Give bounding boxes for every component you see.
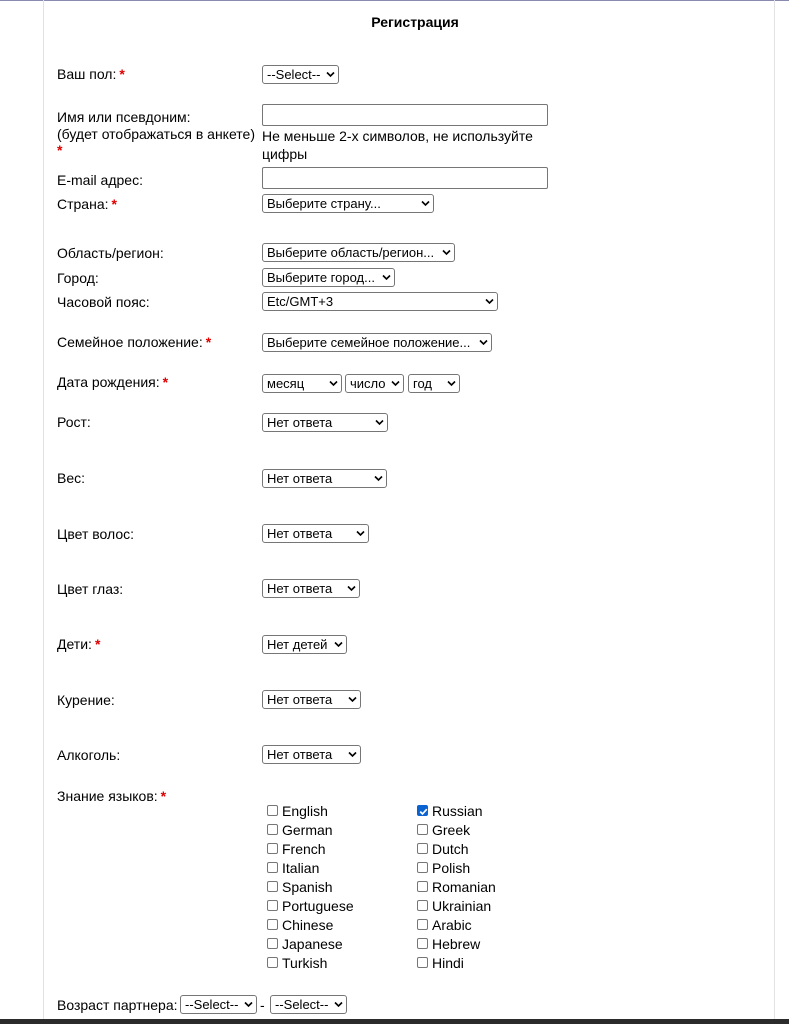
language-label: Chinese [282,917,334,933]
children-select[interactable]: Нет детей [262,635,347,654]
language-checkbox-arabic[interactable] [417,919,428,930]
language-label: Russian [432,803,483,819]
email-label: E-mail адрес: [57,172,143,188]
city-label: Город: [57,270,99,286]
language-checkbox-russian[interactable] [417,805,428,816]
required-mark: * [57,142,63,158]
region-select[interactable]: Выберите область/регион... [262,243,455,262]
alcohol-label: Алкоголь: [57,747,121,763]
chevron-down-icon [329,380,338,387]
partner-age-from-select[interactable]: --Select-- [180,995,257,1014]
chevron-down-icon [356,530,365,537]
partner-age-separator: - [260,997,265,1013]
partner-age-to-select[interactable]: --Select-- [270,995,347,1014]
required-mark: * [94,636,101,652]
chevron-down-icon [391,380,400,387]
language-checkbox-dutch[interactable] [417,843,428,854]
language-checkbox-hindi[interactable] [417,957,428,968]
city-select[interactable]: Выберите город... [262,268,395,287]
top-border [0,0,789,1]
language-label: Ukrainian [432,898,492,914]
language-label: Portuguese [282,898,354,914]
languages-label: Знание языков: * [57,788,167,804]
chevron-down-icon [326,71,335,78]
language-label: Greek [432,822,471,838]
language-checkbox-french[interactable] [267,843,278,854]
nickname-label-line1: Имя или псевдоним: [57,109,191,125]
language-label: Turkish [282,955,328,971]
chevron-down-icon [374,475,383,482]
language-label: Arabic [432,917,472,933]
eyes-label: Цвет глаз: [57,581,124,597]
nickname-hint-line1: Не меньше 2-х символов, не используйте [262,128,533,144]
language-label: Italian [282,860,320,876]
chevron-down-icon [244,1001,253,1008]
hair-label: Цвет волос: [57,526,135,542]
weight-label: Вес: [57,470,86,486]
required-mark: * [162,374,169,390]
chevron-down-icon [485,298,494,305]
chevron-down-icon [348,696,357,703]
chevron-down-icon [442,249,451,256]
chevron-down-icon [479,339,488,346]
chevron-down-icon [334,641,343,648]
language-label: French [282,841,326,857]
chevron-down-icon [347,585,356,592]
language-checkbox-hebrew[interactable] [417,938,428,949]
nickname-label-line2: (будет отображаться в анкете) [57,126,255,142]
birthdate-label: Дата рождения: * [57,374,169,390]
language-label: English [282,803,328,819]
birth-year-select[interactable]: год [408,374,460,393]
smoking-select[interactable]: Нет ответа [262,690,361,709]
height-select[interactable]: Нет ответа [262,413,388,432]
required-mark: * [119,66,125,82]
language-checkbox-spanish[interactable] [267,881,278,892]
nickname-input[interactable] [262,104,548,126]
language-checkbox-turkish[interactable] [267,957,278,968]
language-checkbox-italian[interactable] [267,862,278,873]
birth-month-select[interactable]: месяц [262,374,342,393]
language-checkbox-german[interactable] [267,824,278,835]
language-checkbox-portuguese[interactable] [267,900,278,911]
chevron-down-icon [447,380,456,387]
language-checkbox-english[interactable] [267,805,278,816]
language-label: Hebrew [432,936,481,952]
language-checkbox-japanese[interactable] [267,938,278,949]
timezone-select[interactable]: Etc/GMT+3 [262,292,498,311]
language-checkbox-greek[interactable] [417,824,428,835]
region-label: Область/регион: [57,245,164,261]
language-label: Romanian [432,879,496,895]
partner-age-label: Возраст партнера: [57,997,178,1013]
required-mark: * [111,196,117,212]
alcohol-select[interactable]: Нет ответа [262,745,361,764]
language-checkbox-polish[interactable] [417,862,428,873]
gender-select[interactable]: --Select-- [262,65,339,84]
language-label: Polish [432,860,471,876]
country-select[interactable]: Выберите страну... [262,194,434,213]
language-checkbox-chinese[interactable] [267,919,278,930]
required-mark: * [160,788,167,804]
language-checkbox-romanian[interactable] [417,881,428,892]
marital-label: Семейное положение: * [57,334,212,350]
eyes-select[interactable]: Нет ответа [262,579,360,598]
language-label: Spanish [282,879,333,895]
children-label: Дети: * [57,636,101,652]
language-label: Hindi [432,955,464,971]
right-divider [774,0,775,1020]
country-label: Страна: * [57,196,117,212]
bottom-bar [0,1019,789,1024]
marital-select[interactable]: Выберите семейное положение... [262,333,492,352]
chevron-down-icon [375,419,384,426]
smoking-label: Курение: [57,692,115,708]
hair-select[interactable]: Нет ответа [262,524,369,543]
gender-label: Ваш пол: * [57,66,125,82]
chevron-down-icon [421,200,430,207]
height-label: Рост: [57,414,91,430]
language-checkbox-ukrainian[interactable] [417,900,428,911]
nickname-hint-line2: цифры [262,146,308,162]
chevron-down-icon [382,274,391,281]
weight-select[interactable]: Нет ответа [262,469,387,488]
birth-day-select[interactable]: число [345,374,404,393]
page-title: Регистрация [371,14,459,30]
left-divider [43,0,44,1020]
language-label: Dutch [432,841,469,857]
email-field[interactable] [262,167,548,189]
language-label: Japanese [282,936,343,952]
language-label: German [282,822,333,838]
chevron-down-icon [348,751,357,758]
required-mark: * [205,334,212,350]
timezone-label: Часовой пояс: [57,294,150,310]
chevron-down-icon [334,1001,343,1008]
